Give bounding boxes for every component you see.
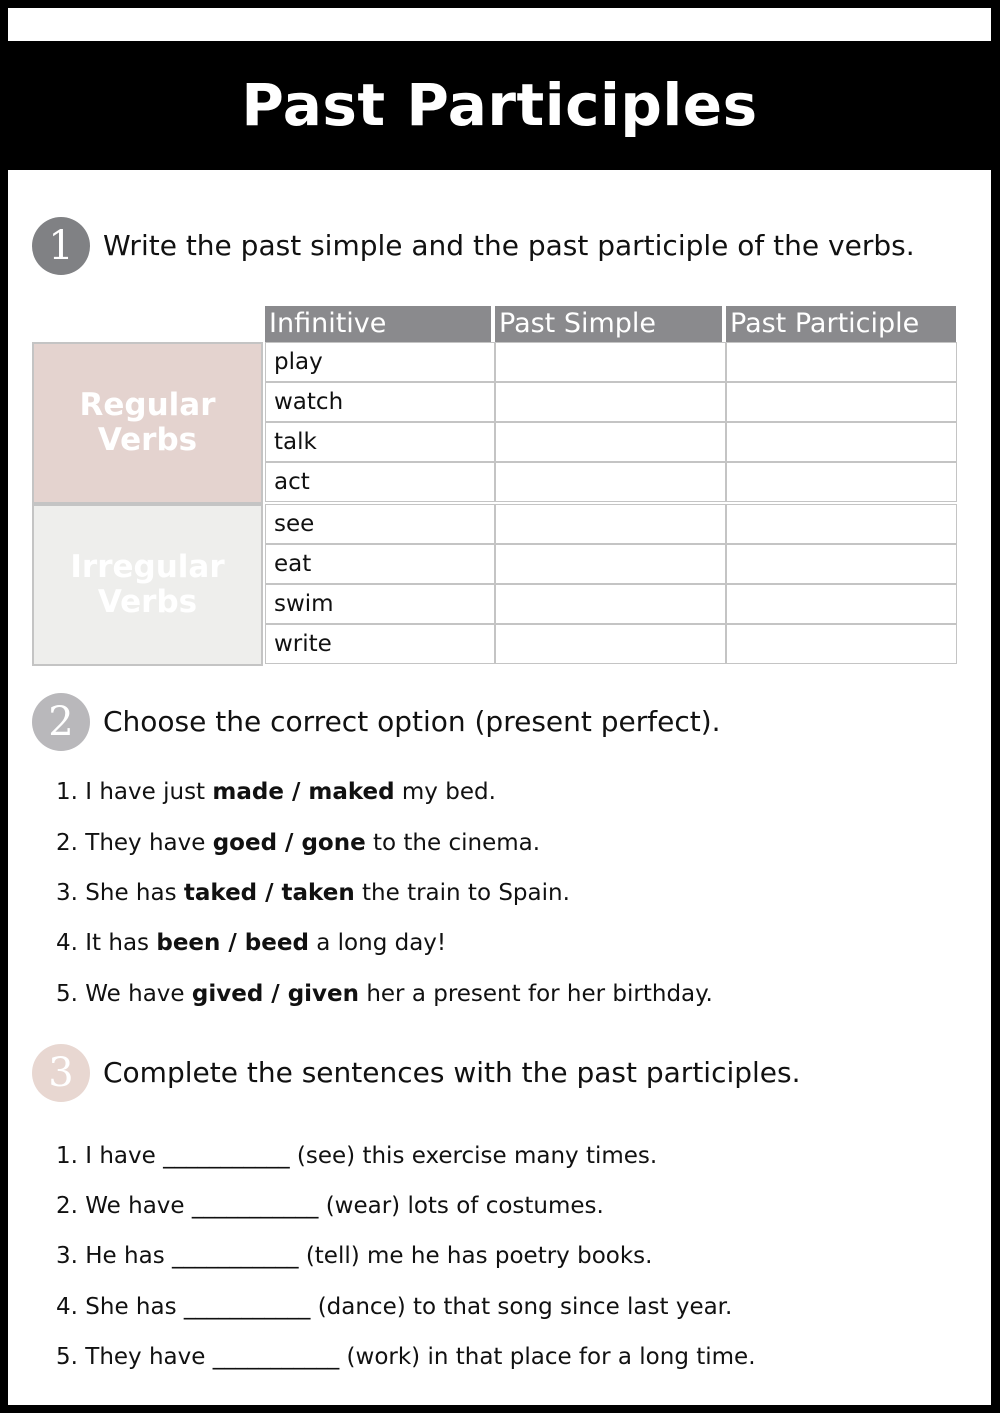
past-participle-answer-cell[interactable] — [726, 342, 957, 382]
sentence-number: 1. — [56, 1143, 78, 1169]
group-label-regular: Regular Verbs — [32, 342, 263, 504]
sentence-end: her a present for her birthday. — [366, 981, 713, 1007]
sentence-start: We have — [85, 1193, 185, 1219]
sentence-end: a long day! — [316, 930, 447, 956]
past-simple-answer-cell[interactable] — [495, 462, 726, 502]
past-simple-answer-cell[interactable] — [495, 422, 726, 462]
verb-infinitive-cell: swim — [265, 584, 495, 624]
sentence-end: the train to Spain. — [362, 880, 570, 906]
fill-in-sentence — [56, 1243, 652, 1269]
sentence-start: They have — [85, 1344, 206, 1370]
page-title: Past Participles — [8, 41, 991, 170]
sentence-start: I have just — [85, 779, 206, 805]
past-simple-answer-cell[interactable] — [495, 504, 726, 544]
sentence-end: to the cinema. — [373, 830, 541, 856]
past-simple-answer-cell[interactable] — [495, 624, 726, 664]
option-choice[interactable]: gived / given — [191, 981, 360, 1007]
section-2-heading: Choose the correct option (present perfect). — [103, 705, 721, 738]
column-header-infinitive: Infinitive — [265, 306, 491, 342]
choice-sentence — [56, 880, 570, 906]
sentence-end: my bed. — [401, 779, 496, 805]
sentence-number: 5. — [56, 981, 78, 1007]
choice-sentence — [56, 779, 496, 805]
sentence-start: They have — [85, 830, 206, 856]
past-participle-answer-cell[interactable] — [726, 422, 957, 462]
answer-blank[interactable]: ___________ — [212, 1344, 340, 1370]
past-simple-answer-cell[interactable] — [495, 342, 726, 382]
sentence-end: (see) this exercise many times. — [296, 1143, 658, 1169]
sentence-start: I have — [85, 1143, 156, 1169]
sentence-number: 1. — [56, 779, 78, 805]
answer-blank[interactable]: ___________ — [163, 1143, 290, 1169]
option-choice[interactable]: made / maked — [212, 779, 395, 805]
fill-in-sentence — [56, 1294, 732, 1320]
verb-infinitive-cell: watch — [265, 382, 495, 422]
sentence-number: 2. — [56, 830, 78, 856]
sentence-number: 3. — [56, 880, 78, 906]
sentence-start: It has — [85, 930, 150, 956]
sentence-number: 4. — [56, 1294, 78, 1320]
choice-sentence — [56, 981, 713, 1007]
past-participle-answer-cell[interactable] — [726, 584, 957, 624]
column-header-past-simple: Past Simple — [495, 306, 722, 342]
sentence-start: We have — [85, 981, 185, 1007]
verb-infinitive-cell: talk — [265, 422, 495, 462]
past-simple-answer-cell[interactable] — [495, 584, 726, 624]
past-participle-answer-cell[interactable] — [726, 624, 957, 664]
section-2-number: 2 — [32, 693, 90, 751]
sentence-end: (dance) to that song since last year. — [317, 1294, 733, 1320]
sentence-number: 3. — [56, 1243, 78, 1269]
verb-infinitive-cell: eat — [265, 544, 495, 584]
sentence-number: 5. — [56, 1344, 78, 1370]
option-choice[interactable]: goed / gone — [212, 830, 366, 856]
answer-blank[interactable]: ___________ — [191, 1193, 319, 1219]
option-choice[interactable]: taked / taken — [183, 880, 355, 906]
section-3-number: 3 — [32, 1044, 90, 1102]
section-1-number: 1 — [32, 217, 90, 275]
sentence-start: He has — [85, 1243, 165, 1269]
past-participle-answer-cell[interactable] — [726, 504, 957, 544]
sentence-end: (tell) me he has poetry books. — [305, 1243, 653, 1269]
sentence-number: 4. — [56, 930, 78, 956]
verb-infinitive-cell: see — [265, 504, 495, 544]
sentence-number: 2. — [56, 1193, 78, 1219]
past-participle-answer-cell[interactable] — [726, 382, 957, 422]
fill-in-sentence — [56, 1143, 657, 1169]
past-participle-answer-cell[interactable] — [726, 544, 957, 584]
answer-blank[interactable]: ___________ — [183, 1294, 311, 1320]
fill-in-sentence — [56, 1344, 756, 1370]
section-1-heading: Write the past simple and the past participle of the verbs. — [103, 229, 915, 262]
sentence-end: (work) in that place for a long time. — [346, 1344, 756, 1370]
sentence-start: She has — [85, 1294, 177, 1320]
verb-infinitive-cell: play — [265, 342, 495, 382]
column-header-past-participle: Past Participle — [726, 306, 956, 342]
verb-infinitive-cell: write — [265, 624, 495, 664]
worksheet-page — [8, 8, 991, 1405]
past-simple-answer-cell[interactable] — [495, 544, 726, 584]
past-participle-answer-cell[interactable] — [726, 462, 957, 502]
sentence-start: She has — [85, 880, 177, 906]
choice-sentence — [56, 930, 446, 956]
option-choice[interactable]: been / beed — [156, 930, 309, 956]
fill-in-sentence — [56, 1193, 604, 1219]
answer-blank[interactable]: ___________ — [172, 1243, 299, 1269]
group-label-irregular: Irregular Verbs — [32, 504, 263, 666]
section-3-heading: Complete the sentences with the past participles. — [103, 1056, 801, 1089]
verb-infinitive-cell: act — [265, 462, 495, 502]
past-simple-answer-cell[interactable] — [495, 382, 726, 422]
choice-sentence — [56, 830, 540, 856]
sentence-end: (wear) lots of costumes. — [325, 1193, 604, 1219]
